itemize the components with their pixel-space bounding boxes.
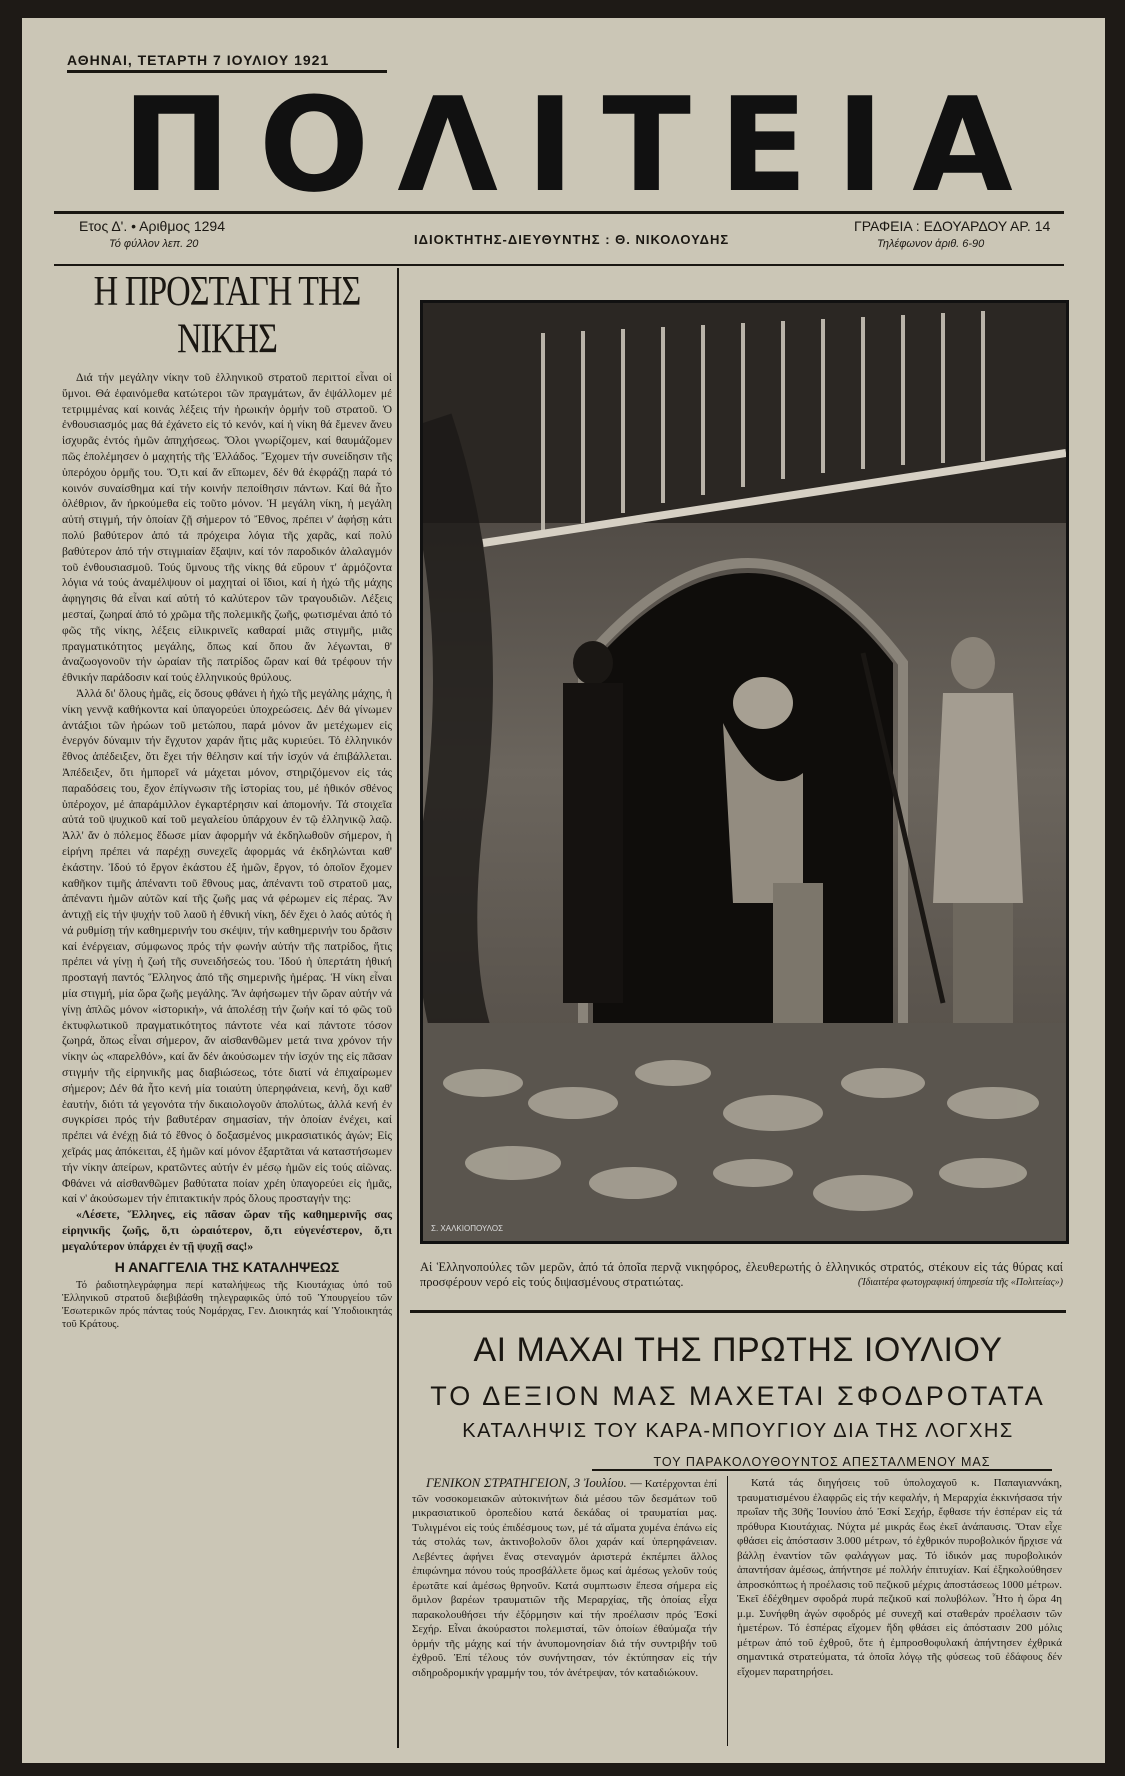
caption-text: Αἱ Ἑλληνοπούλες τῶν μερῶν, ἀπό τά ὁποῖα περνᾷ νικηφόρος, ἐλευθερωτής ὁ ἑλληνικός στρατός, στέκουν εἰς τάς θύρας καί προσφέρουν νερό εἰς τούς διψασμένους στρατιώτας. bbox=[420, 1260, 1063, 1289]
main-story-deck: ΤΟ ΔΕΞΙΟΝ ΜΑΣ ΜΑΧΕΤΑΙ ΣΦΟΔΡΟΤΑΤΑ bbox=[430, 1381, 1046, 1411]
dateline-location: ΓΕΝΙΚΟΝ ΣΤΡΑΤΗΓΕΙΟΝ, 3 Ἰουλίου. — bbox=[426, 1475, 642, 1490]
photo-credit: Σ. ΧΑΛΚΙΟΠΟΥΛΟΣ bbox=[431, 1224, 504, 1233]
phone-number: Τηλέφωνον ἀριθ. 6-90 bbox=[877, 238, 985, 250]
story-column-1 bbox=[412, 1476, 717, 1680]
office-address: ΓΡΑΦΕΙΑ : ΕΔΟΥΑΡΔΟΥ ΑΡ. 14 bbox=[854, 218, 1051, 234]
story-text: Κατά τάς διηγήσεις τοῦ ὑπολοχαγοῦ κ. Παπαγιαννάκη, τραυματισμένου ἐλαφρῶς εἰς τήν κεφαλήν, ἡ Μεραρχία ἐκκινήσασα τήν πρωΐαν τῆς 30ῆς Ἰουνίου ἀπό Ἐσκί Σεχήρ, ἔφθασε τήν ἑσπέραν εἰς τά πρόθυρα Κιουτάχιας. Νύχτα μέ μικράς ἔως ἐκεῖ ἀνάπαυσις. Ὅταν εἶχε φθάσει εἰς ἀπόστασιν 3.000 μέτρων, τό ἐχθρικόν πυροβολικόν ἤρχισε νά βάλλῃ ἐναντίον τῶν φαλάγγων μας. Τό ἰδικόν μας πυροβολικόν ἀπαντήσαν ἀμέσως, ἀπήντησε μέ πολλήν ἐπιτυχίαν. Καί ἐξηκολούθησεν ἀπροσκόπτως ἡ προέλασις τοῦ πεζικοῦ μέχρις ἀποστάσεως 1000 μέτρων. Ἐκεῖ ἐδέχθημεν σφοδρά πυρά πεζικοῦ καί πολυβόλων. Ἦτο ἡ ὥρα 4η μ.μ. Συνήφθη ἀγών σφοδρός μέ συνεχῆ καί σταθεράν προέλασιν τῶν ἡμετέρων. Τό ἑσπέρας εἴχομεν ἤδη φθάσει εἰς ἀπόστασιν 200 μόλις μέτρων ἀπό τοῦ ἐχθροῦ, ὅτε ἡ ἐμπροσθοφυλακή ἀπήντησεν ἐχθρικά σημαντικά στρατεύματα, τά ὁποῖα λόγῳ τῆς φύσεως τοῦ ἐδάφους δέν εἴχομεν παρατηρήσει. bbox=[737, 1477, 1062, 1678]
photo-illustration bbox=[423, 303, 1066, 1241]
photo-caption bbox=[420, 1260, 1063, 1290]
announcement-body bbox=[62, 1279, 392, 1331]
front-page-photo bbox=[420, 300, 1069, 1244]
paragraph: Τό ῥαδιοτηλεγράφημα περί καταλήψεως τῆς Κιουτάχιας ὑπό τοῦ Ἑλληνικοῦ στρατοῦ διεβιβάσθη τηλεγραφικῶς ὑπό τοῦ Ὑπουργείου τῶν Ἐσωτερικῶν πρός πάντας τούς Νομάρχας, Γεν. Διοικητάς καί Ὑποδιοικητάς τοῦ Κράτους. bbox=[62, 1279, 392, 1330]
section-rule bbox=[410, 1310, 1066, 1313]
issue-number: Ετος Δ'. • Αριθμος 1294 bbox=[79, 218, 225, 234]
story-column-2 bbox=[737, 1476, 1062, 1679]
left-column bbox=[62, 268, 392, 1742]
story-text: Κατέρχονται ἐπί τῶν νοσοκομειακῶν αὐτοκινήτων διά μέσου τῶν δεσμάτων τοῦ μικρασιατικοῦ ὀροπεδίου κατά δεκάδας οἱ τραυματίαι μας. Τυλιγμένοι εἰς τούς ἐπιδέσμους των, μέ τά αἵματα χυμένα ἐπάνω εἰς τάς στολάς των, ἀκτινοβολοῦν ὅλοι χαράν καί ὑπερηφάνειαν. Λεβέντες ἀφήνει ἕνας στεναγμόν ἀριστερά ἐκπέμπει ἄλλος ἐπιφώνημα πόνου τούς προσβάλλετε ὅμως καί ἀμέσως γελοῦν τούς ἐρωτᾶτε καί ἀμέσως θρηνοῦν. Κατά συμπτωσιν ἔπεσα σήμερα εἰς ὅμιλον βαρέων τραυματιῶν τῆς Μεραρχίας, τῆς ὁποίας εἶχα παρακολουθήσει τήν ἐξόρμησιν καί τήν προέλασιν πρός Ἐσκί Σεχήρ. Εἶναι ἀκούραστοι πολεμισταί, τῶν ὁποίων ἐθαύμαζα τήν ὁρμήν τῆς μάχης καί τήν ἀνυπομονησίαν διά τήν συντριβήν τοῦ ἐχθροῦ. Ἐπί τέλους τόν συνήντησαν, τόν ἐκτύπησαν εἰς τήν σιδηροδρομικήν γραμμήν του, τόν ἀνέτρεψαν, τόν καταδιώκουν. bbox=[412, 1478, 718, 1679]
issue-price: Τό φύλλον λεπ. 20 bbox=[109, 238, 199, 250]
owner-director: ΙΔΙΟΚΤΗΤΗΣ-ΔΙΕΥΘΥΝΤΗΣ : Θ. ΝΙΚΟΛΟΥΔΗΣ bbox=[414, 232, 730, 247]
paragraph: «Λέσετε, Ἕλληνες, εἰς πᾶσαν ὥραν τῆς καθημερινῆς σας εἰρηνικῆς ζωῆς, ὅ,τι ὡραιότερον, ὅ,τι εὐγενέστερον, ὅ,τι μεγαλύτερον ὑπάρχει ἐν τῇ ψυχῇ σας!» bbox=[62, 1208, 392, 1253]
paragraph: Ἀλλά δι' ὅλους ἡμᾶς, εἰς ὅσους φθάνει ἡ ἠχώ τῆς μεγάλης μάχης, ἡ νίκη γεννᾷ καθήκοντα καί ὑπαγορεύει ὑποχρεώσεις. Δέν θά γίνωμεν ἀντάξιοι τῶν ἡρώων τοῦ μετώπου, παρά μόνον ἄν μετέχωμεν εἰς ἐνεργόν δύναμιν τήν ἔγχυτον χαράν ἥτις μᾶς κυριεύει. Τό ἑλληνικόν ἔθνος ἀπέδειξεν, ὅτι ἔχει τήν θέλησιν καί τήν ἰσχύν νά ἐπιβάλλεται. Ἀπέδειξεν, ὅτι ἠμπορεῖ νά μάχεται μόνον, στηριζόμενον εἰς τάς παραδόσεις του, ἔχον ἐπίγνωσιν τῆς ἱστορίας του, μέ ἠθικόν σθένος ὑπέροχον, μέ ἀπαράμιλλον ἐγκαρτέρησιν καί ἀπομονήν. Τά στοιχεῖα αὐτά τοῦ ψυχικοῦ καί τοῦ μεγαλείου ὑπάρχουν ἐν τῷ ἑλληνικῷ λαῷ. Ἀλλ' ἄν ὁ πόλεμος ἔδωσε μίαν ἀφορμήν νά ἐκδηλωθοῦν σήμερον, ἡ εἰρήνη πρέπει νά παρέχῃ συνεχεῖς ἀφορμάς νά ἐκδηλώνται καθ' ἑκάστην. Ἰδού τό ἔργον ἑκάστου ἐξ ἡμῶν, ἔργον, τό ὁποῖον ἔχομεν καθῆκον τιμῆς ἀπέναντι τοῦ ἔθνους μας, ἀπέναντι τοῦ στρατοῦ μας, ἀπέναντι ἡμῶν αὐτῶν καί τῆς ζωῆς μας νά φέρωμεν εἰς πέρας. Ἄν ἀντιχῇ εἰς τήν ψυχήν τοῦ λαοῦ ἡ ἐθνική νίκη, δέν ἔχει ὁ λαός αὐτός ἡ νά ρυθμίσῃ τήν καθημερινήν του σκέψιν, τήν καθημερινήν του δρᾶσιν καί ἐνέργειαν, σύμφωνος πρός τήν φωνήν αὐτήν τῆς πατρίδος, ἥτις πρέπει νά γίνῃ ἡ ζωή τῆς συνειδήσεώς του. Ἰδού ἡ ὑπερτάτη ἠθική προσταγή παντός Ἕλληνος ἀπό τῆς σημερινῆς ἡμέρας. Ἡ νίκη εἶναι μία στιγμή, μία ὥρα ζωῆς μεγάλης. Ἄν ἀφήσωμεν τήν ὥραν αὐτήν νά γίνῃ ἁπλῶς μόνον «ἱστορική», νά ἀπολέσῃ τήν ζωήν καί τό φῶς τοῦ ἐκτυφλωτικοῦ πραγματικότητος πάντοτε νέα καί πάντοτε τόσον ζωηρά, ὅπως εἶναι σήμερον, ἄν αἰσθανθῶμεν μετά τινα χρόνον τήν νίκην ὡς «παρελθόν», καί ἄν δέν ἀκούσωμεν τήν ἰσχύν της εἰς πᾶσαν στιγμήν τῆς εἰρηνικῆς μας διαβιώσεως, τότε διατί νά ἐπιχαίρωμεν σήμερον; Δέν θά ἦτο κενή μία τοιαύτη ὑπερηφάνεια, κενή, ὅχι καθ' ἑαυτήν, διότι τά γεγονότα τήν δικαιολογοῦν ἀπολύτως, ἀλλά κενή ἐν συγκρίσει πρός τήν βαθυτέραν σημασίαν, τήν ὁποίαν ἐνέχει, καί πρέπει νά ἐνέχῃ διά τό ἔθνος ὁ δοξασμένος μικρασιατικός ἀγών; Εἰς χεῖράς μας ἀπόκειται, ἐξ ἡμῶν καί μόνον ἐξαρτᾶται νά καταστήσωμεν τήν νίκην ἀπείρων, κρατῶντες αὐτήν ἐν μέσῳ ἡμῶν εἰς τούς αἰῶνας. Φθάνει νά αἰσθανθῶμεν βαθύτατα ποίαν χρέη ὑπαγορεύει εἰς ἡμᾶς, καί ν' ἀκούσωμεν τήν ἐπιτακτικήν πρός ὅλους προσταγήν της: bbox=[62, 686, 392, 1206]
dateline: ΑΘΗΝΑΙ, ΤΕΤΑΡΤΗ 7 ΙΟΥΛΙΟΥ 1921 bbox=[67, 52, 387, 73]
info-bar bbox=[54, 211, 1064, 266]
caption-credit: (Ἰδιαιτέρα φωτογραφική ὑπηρεσία τῆς «Πολιτείας») bbox=[857, 1277, 1063, 1288]
main-story-subdeck: ΚΑΤΑΛΗΨΙΣ ΤΟΥ ΚΑΡΑ-ΜΠΟΥΓΙΟΥ ΔΙΑ ΤΗΣ ΛΟΓΧΗΣ bbox=[462, 1420, 1014, 1442]
newspaper-page bbox=[22, 18, 1105, 1763]
left-article-headline: Η ΠΡΟΣΤΑΓΗ ΤΗΣ ΝΙΚΗΣ bbox=[93, 268, 361, 363]
left-article-body bbox=[62, 370, 392, 1255]
paragraph bbox=[412, 1476, 717, 1680]
column-divider bbox=[397, 268, 399, 1748]
column-divider bbox=[727, 1476, 728, 1746]
byline: ΤΟΥ ΠΑΡΑΚΟΛΟΥΘΟΥΝΤΟΣ ΑΠΕΣΤΑΛΜΕΝΟΥ ΜΑΣ bbox=[592, 1455, 1052, 1471]
paragraph: Διά τήν μεγάλην νίκην τοῦ ἑλληνικοῦ στρατοῦ περιττοί εἶναι οἱ ὕμνοι. Θά ἐφαινόμεθα κατώτεροι τῶν πραγμάτων, ἄν ἐψάλλομεν μέ τετριμμένας καί κοινάς λέξεις τήν ἡρωικήν ὁρμήν τοῦ στρατοῦ. Ὁ ἐνθουσιασμός μας θά ἐχάνετο εἰς τό κενόν, καί ἡ νίκη θά ἔμενεν ἄνευ ἰσχυρᾶς ἐντός ἡμῶν ἀπηχήσεως. Ὅλοι γνωρίζομεν, καί θαυμάζομεν πῶς ἐπολέμησεν ὁ μαχητής τῆς Ἑλλάδος. Ἔχομεν τήν συνείδησιν τῆς ὑπερόχου ὁρμῆς του. Ὅ,τι καί ἄν εἴπωμεν, δέν θά ἐκφράζῃ παρά τό κοινόν συναίσθημα καί τήν κοινήν πεποίθησιν πάντων. Καί θά ἦτο ὀλέθριον, ἄν ἠρκούμεθα εἰς τοῦτο μόνον. Ἡ μεγάλη νίκη, ἡ μεγάλη αὐτή στιγμή, τήν ὁποίαν ζῇ σήμερον τό Ἔθνος, πρέπει ν' ἀφήσῃ κάτι πολύ βαθύτερον ἀπό τά πρόχειρα λόγια τῆς χαρᾶς, καί πολύ βαθύτερον ἀπό τήν στιγμιαίαν ἔξαψιν, καί τόν παροδικόν ἀλαλαγμόν τοῦ ἐνθουσιασμοῦ. Τούς ὕμνους τῆς νίκης θά εὕρουν τ' ἁρμόζοντα λόγια νά τούς ἀναμέλψουν οἱ μαχηταί οἱ ἴδιοι, καί ἡ ἠχώ τῆς μάχης ἀφηγησις θά εἶναι καί αὐτή τό καλύτερον τῶν τραγουδιῶν. Λέξεις μεσταί, ζωηραί ἀπό τό χρῶμα τῆς πολεμικῆς ζωῆς, φωτισμέναι ἀπό τό φῶς τῆς νίκης, λέξεις εἰλικρινεῖς καθαραί μιᾶς στιγμῆς, μιᾶς πραγματικότητος μεγάλης, ὅπως καί ὅπου ἄν λέγωνται, θ' ἀναζωογονοῦν τήν ὡραίαν τῆς πατρίδος ὥραν καί θά τρέφουν τήν ἐθνικήν παράδοσιν καί τούς ἑλληνικούς θρύλους. bbox=[62, 371, 392, 685]
main-story-headline: ΑΙ ΜΑΧΑΙ ΤΗΣ ΠΡΩΤΗΣ ΙΟΥΛΙΟΥ bbox=[473, 1331, 1003, 1369]
masthead-title: ΠΟΛΙΤΕΙΑ bbox=[122, 69, 1041, 221]
announcement-subhead: Η ΑΝΑΓΓΕΛΙΑ ΤΗΣ ΚΑΤΑΛΗΨΕΩΣ bbox=[114, 1258, 340, 1275]
